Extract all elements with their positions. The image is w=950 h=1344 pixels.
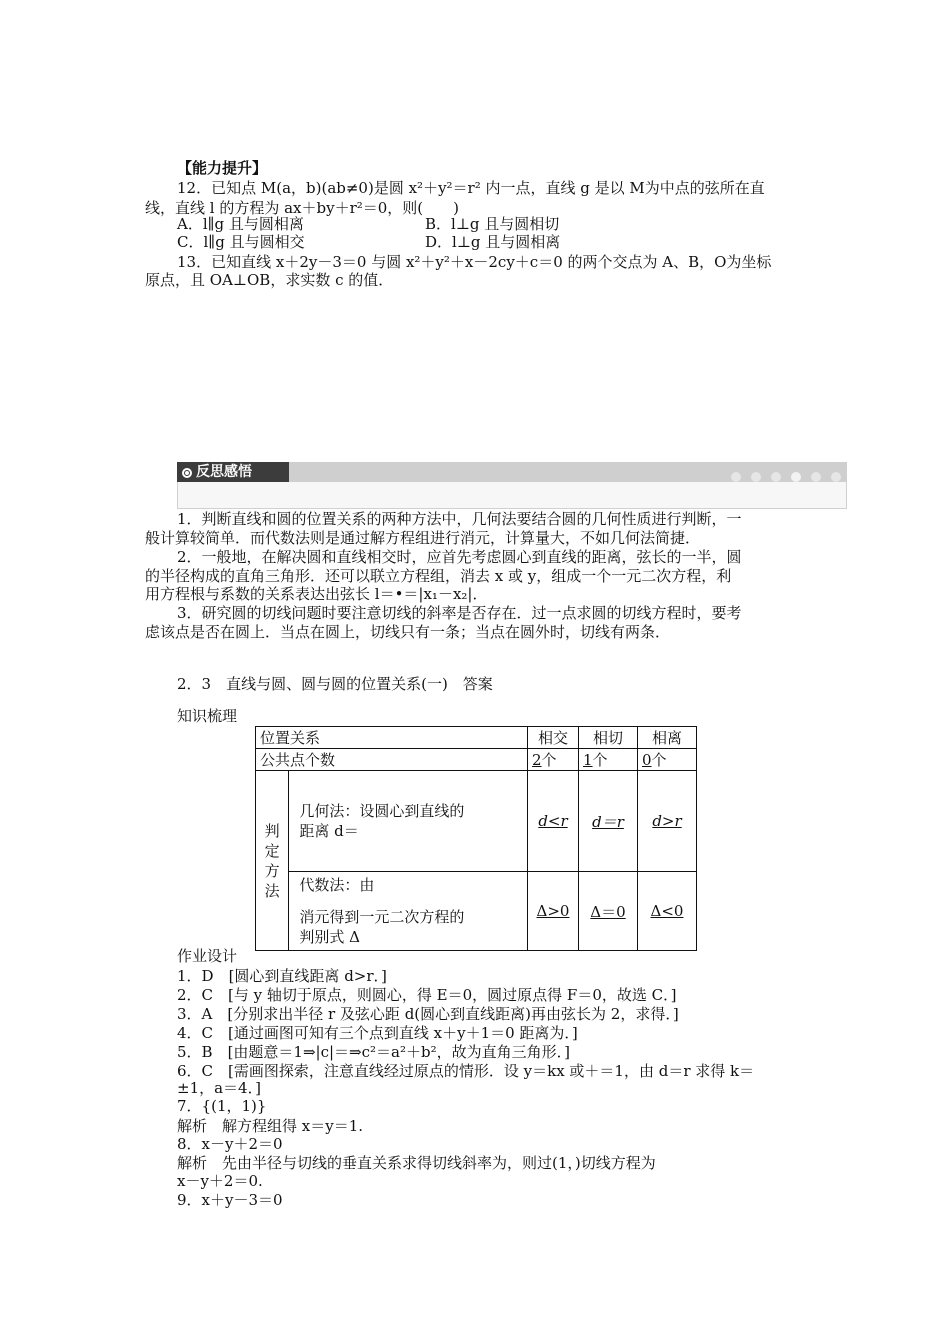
knowledge-heading: 知识梳理	[177, 707, 238, 725]
header-relation: 位置关系	[256, 727, 528, 749]
reflection-title-text: 反思感悟	[196, 464, 252, 480]
dot-icon	[831, 472, 841, 482]
answer-title: 2．3 直线与圆、圆与圆的位置关系(一) 答案	[177, 675, 493, 693]
common-tangent-cell	[579, 749, 638, 771]
q13-line-1: 13．已知直线 x＋2y－3＝0 与圆 x²＋y²＋x－2cy＋c＝0 的两个交点为 A、B，O为坐标	[177, 253, 772, 271]
geo-tangent	[579, 771, 638, 872]
alg-tangent-value: Δ＝0	[590, 902, 626, 921]
header-tangent: 相切	[579, 727, 638, 749]
reflection-p1-line-1: 1．判断直线和圆的位置关系的两种方法中，几何法要结合圆的几何性质进行判断，一	[177, 510, 742, 528]
unit-text: 个	[541, 751, 557, 769]
answer-8-solution-line-2: x－y＋2＝0.	[177, 1172, 263, 1190]
answer-3: 3．A [分别求出半径 r 及弦心距 d(圆心到直线距离)再由弦长为 2，求得．]	[177, 1005, 679, 1023]
method-label-text: 判定方法	[264, 821, 280, 900]
alg-line-1: 代数法：由	[299, 876, 375, 894]
q12-option-c: C．l∥g 且与圆相交	[177, 233, 305, 251]
common-separate-cell	[638, 749, 697, 771]
alg-separate-value: Δ<0	[650, 902, 684, 920]
table-row	[256, 749, 697, 771]
alg-separate	[638, 872, 697, 951]
dot-icon	[791, 472, 801, 482]
banner-body	[177, 482, 847, 509]
target-circle-icon	[182, 468, 192, 478]
dot-icon	[811, 472, 821, 482]
geometric-method	[289, 771, 528, 872]
answer-9: 9．x＋y－3＝0	[177, 1191, 283, 1209]
dot-icon	[731, 472, 741, 482]
answer-1: 1．D [圆心到直线距离 d>r．]	[177, 967, 387, 985]
reflection-p2-line-2: 的半径构成的直角三角形．还可以联立方程组，消去 x 或 y，组成一个一元二次方程，利	[145, 567, 732, 585]
answer-7: 7．{(1，1)}	[177, 1097, 267, 1115]
method-label	[256, 771, 289, 951]
answer-2: 2．C [与 y 轴切于原点，则圆心，得 E＝0，圆过原点得 F＝0，故选 C．]	[177, 986, 677, 1004]
row-common-points: 公共点个数	[256, 749, 528, 771]
reflection-p2-line-3: 用方程根与系数的关系表达出弦长 l＝•＝|x₁－x₂|．	[145, 585, 488, 603]
q12-option-d: D．l⊥g 且与圆相离	[425, 233, 561, 251]
common-intersect-value: 2	[532, 751, 542, 769]
q13-line-2: 原点，且 OA⊥OB，求实数 c 的值．	[145, 271, 394, 289]
header-separate: 相离	[638, 727, 697, 749]
geo-intersect-value: d<r	[538, 812, 568, 830]
q12-option-b: B．l⊥g 且与圆相切	[425, 215, 560, 233]
reflection-p1-line-2: 般计算较简单．而代数法则是通过解方程组进行消元，计算量大，不如几何法简捷．	[145, 529, 701, 547]
geo-separate	[638, 771, 697, 872]
alg-spacer	[299, 895, 523, 907]
answer-6-line-1: 6．C [需画图探索，注意直线经过原点的情形．设 y＝kx 或＋＝1，由 d＝r 求得 k＝	[177, 1062, 755, 1080]
alg-intersect	[528, 872, 579, 951]
common-tangent-value: 1	[583, 751, 593, 769]
geo-separate-value: d>r	[652, 812, 682, 830]
alg-intersect-value: Δ>0	[536, 902, 570, 920]
algebraic-method	[289, 872, 528, 951]
decorative-dots	[721, 467, 841, 477]
answer-8-solution-line-1: 解析 先由半径与切线的垂直关系求得切线斜率为，则过(1，)切线方程为	[177, 1154, 656, 1172]
answer-8: 8．x－y＋2＝0	[177, 1135, 283, 1153]
geo-line-1: 几何法：设圆心到直线的	[299, 802, 465, 820]
q12-line-1: 12．已知点 M(a，b)(ab≠0)是圆 x²＋y²＝r² 内一点，直线 g 是以 M为中点的弦所在直	[177, 179, 765, 197]
unit-text: 个	[651, 751, 667, 769]
q12-line-2: 线，直线 l 的方程为 ax＋by＋r²＝0，则( )	[145, 199, 460, 217]
reflection-banner	[177, 462, 847, 509]
table-row	[256, 771, 697, 872]
geo-intersect	[528, 771, 579, 872]
header-intersect: 相交	[528, 727, 579, 749]
reflection-title	[177, 462, 289, 482]
reflection-p3-line-1: 3．研究圆的切线问题时要注意切线的斜率是否存在．过一点求圆的切线方程时，要考	[177, 604, 742, 622]
answer-5: 5．B [由题意＝1⇒|c|＝⇒c²＝a²＋b²，故为直角三角形．]	[177, 1043, 570, 1061]
table-row	[256, 872, 697, 951]
geo-tangent-value: d＝r	[592, 812, 624, 831]
dot-icon	[771, 472, 781, 482]
answer-6-line-2: ±1，a＝4．]	[177, 1079, 261, 1097]
dot-icon	[751, 472, 761, 482]
table-row	[256, 727, 697, 749]
answer-4: 4．C [通过画图可知有三个点到直线 x＋y＋1＝0 距离为．]	[177, 1024, 578, 1042]
q12-option-a: A．l∥g 且与圆相离	[177, 215, 304, 233]
reflection-p2-line-1: 2．一般地，在解决圆和直线相交时，应首先考虑圆心到直线的距离，弦长的一半，圆	[177, 548, 742, 566]
common-separate-value: 0	[642, 751, 652, 769]
knowledge-table	[255, 726, 697, 951]
alg-line-2: 消元得到一元二次方程的	[299, 908, 465, 926]
unit-text: 个	[592, 751, 608, 769]
alg-tangent	[579, 872, 638, 951]
answer-7-solution: 解析 解方程组得 x＝y＝1.	[177, 1117, 364, 1135]
reflection-p3-line-2: 虑该点是否在圆上．当点在圆上，切线只有一条；当点在圆外时，切线有两条．	[145, 623, 671, 641]
geo-line-2: 距离 d＝	[299, 822, 359, 840]
ability-heading: 【能力提升】	[177, 159, 268, 177]
common-intersect-cell	[528, 749, 579, 771]
alg-line-3: 判别式 Δ	[299, 928, 360, 946]
homework-heading: 作业设计	[177, 947, 238, 965]
